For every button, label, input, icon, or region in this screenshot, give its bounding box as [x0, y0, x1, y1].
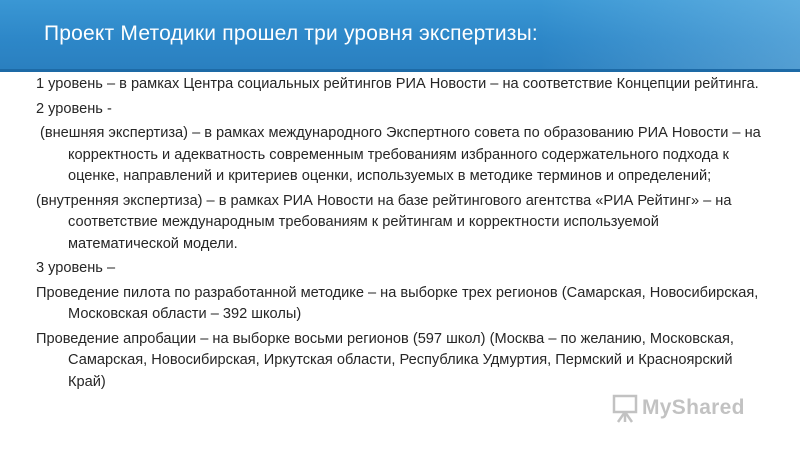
slide-title: Проект Методики прошел три уровня экспертизы: — [44, 22, 538, 45]
slide-body — [36, 74, 766, 396]
presentation-board-icon — [612, 394, 638, 424]
internal-expertise-paragraph: (внутренняя экспертиза) – в рамках РИА Новости на базе рейтингового агентства «РИА Рейтинг» – на соответствие международным требованиям к рейтингам и корректности используемой математической модели. — [36, 192, 732, 252]
level-2-heading: 2 уровень - — [36, 100, 112, 117]
myshared-watermark — [612, 392, 772, 428]
pilot-paragraph: Проведение пилота по разработанной методике – на выборке трех регионов (Самарская, Новосибирская, Московская области – 392 школы) — [36, 284, 759, 322]
header-divider — [0, 69, 800, 72]
approbation-paragraph: Проведение апробации – на выборке восьми регионов (597 школ) (Москва – по желанию, Московская, Самарская, Новосибирская, Иркутская области, Республика Удмуртия, Пермский и Красноярский Край) — [36, 330, 734, 390]
watermark-brand: MyShared — [642, 396, 745, 419]
level-3-heading: 3 уровень – — [36, 260, 116, 276]
header-shine — [540, 0, 800, 72]
external-expertise-paragraph: (внешняя экспертиза) – в рамках международного Экспертного совета по образованию РИА Новости – на корректность и адекватность современным требованиям избранного содержательного подхода к оценке, направлений и критериев оценки, используемых в методике терминов и определений; — [40, 125, 761, 184]
level-1-paragraph: 1 уровень – в рамках Центра социальных рейтингов РИА Новости – на соответствие Концепции рейтинга. — [36, 76, 759, 92]
